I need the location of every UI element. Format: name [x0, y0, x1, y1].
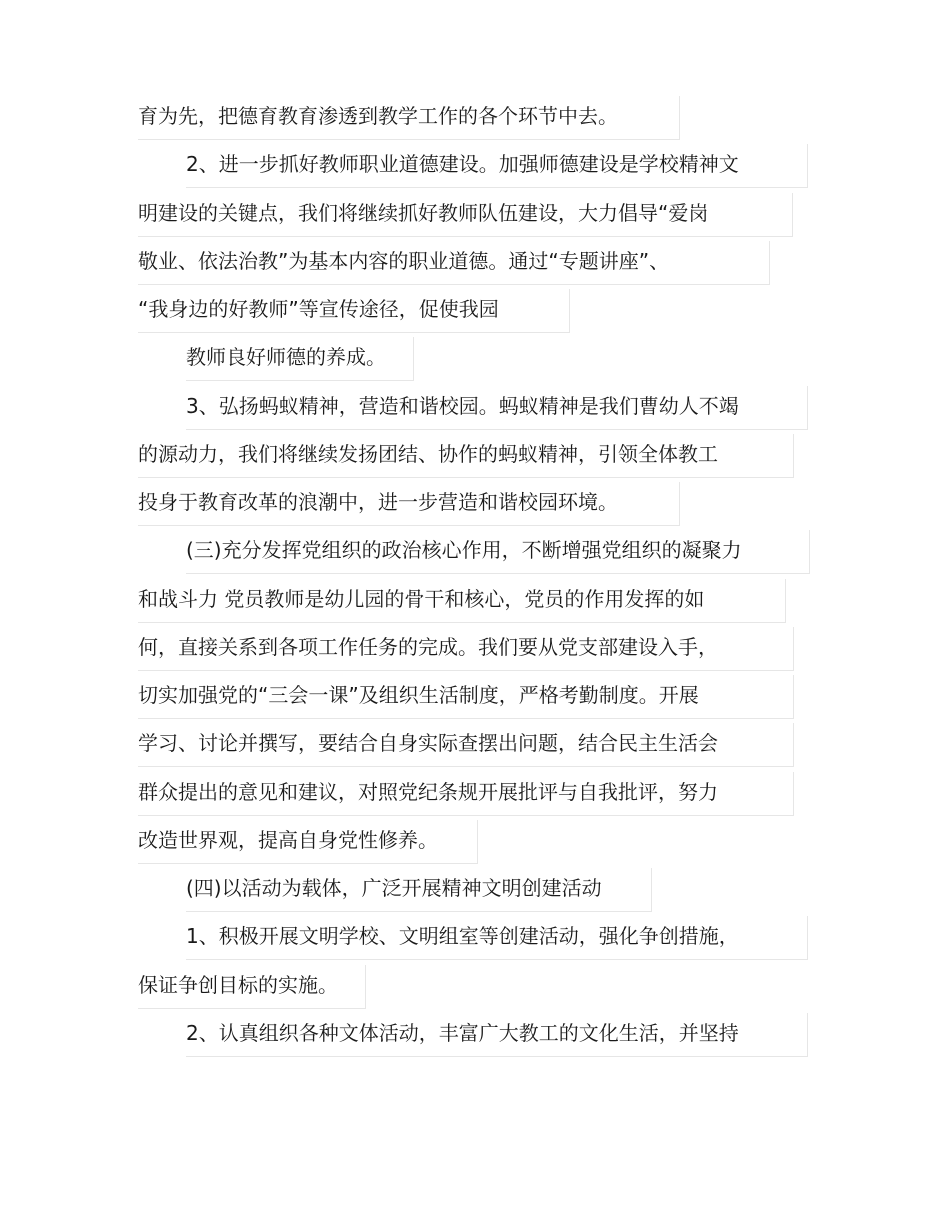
- text-line-2: 2、进一步抓好教师职业道德建设。加强师德建设是学校精神文: [186, 144, 808, 188]
- text-line-15: 群众提出的意见和建议，对照党纪条规开展批评与自我批评，努力: [138, 772, 794, 816]
- text-line-3: 明建设的关键点，我们将继续抓好教师队伍建设，大力倡导“爱岗: [138, 193, 793, 237]
- text-line-13: 切实加强党的“三会一课”及组织生活制度，严格考勤制度。开展: [138, 675, 794, 719]
- text-line-17: (四)以活动为载体，广泛开展精神文明创建活动: [186, 868, 652, 912]
- text-line-9: 投身于教育改革的浪潮中，进一步营造和谐校园环境。: [138, 482, 680, 526]
- text-line-20: 2、认真组织各种文体活动，丰富广大教工的文化生活，并坚持: [186, 1013, 808, 1057]
- text-line-5: “我身边的好教师”等宣传途径，促使我园: [138, 289, 570, 333]
- text-line-4: 敬业、依法治教”为基本内容的职业道德。通过“专题讲座”、: [138, 241, 770, 285]
- text-line-1: 育为先，把德育教育渗透到教学工作的各个环节中去。: [138, 96, 680, 140]
- text-line-16: 改造世界观，提高自身党性修养。: [138, 820, 478, 864]
- text-line-12: 何，直接关系到各项工作任务的完成。我们要从党支部建设入手，: [138, 627, 794, 671]
- text-line-10: (三)充分发挥党组织的政治核心作用，不断增强党组织的凝聚力: [186, 530, 810, 574]
- text-line-11: 和战斗力 党员教师是幼儿园的骨干和核心，党员的作用发挥的如: [138, 579, 786, 623]
- text-line-18: 1、积极开展文明学校、文明组室等创建活动，强化争创措施，: [186, 916, 808, 960]
- text-line-8: 的源动力，我们将继续发扬团结、协作的蚂蚁精神，引领全体教工: [138, 434, 794, 478]
- text-line-14: 学习、讨论并撰写，要结合自身实际查摆出问题，结合民主生活会: [138, 723, 794, 767]
- text-line-7: 3、弘扬蚂蚁精神，营造和谐校园。蚂蚁精神是我们曹幼人不竭: [186, 386, 808, 430]
- text-line-6: 教师良好师德的养成。: [186, 337, 414, 381]
- text-line-19: 保证争创目标的实施。: [138, 965, 366, 1009]
